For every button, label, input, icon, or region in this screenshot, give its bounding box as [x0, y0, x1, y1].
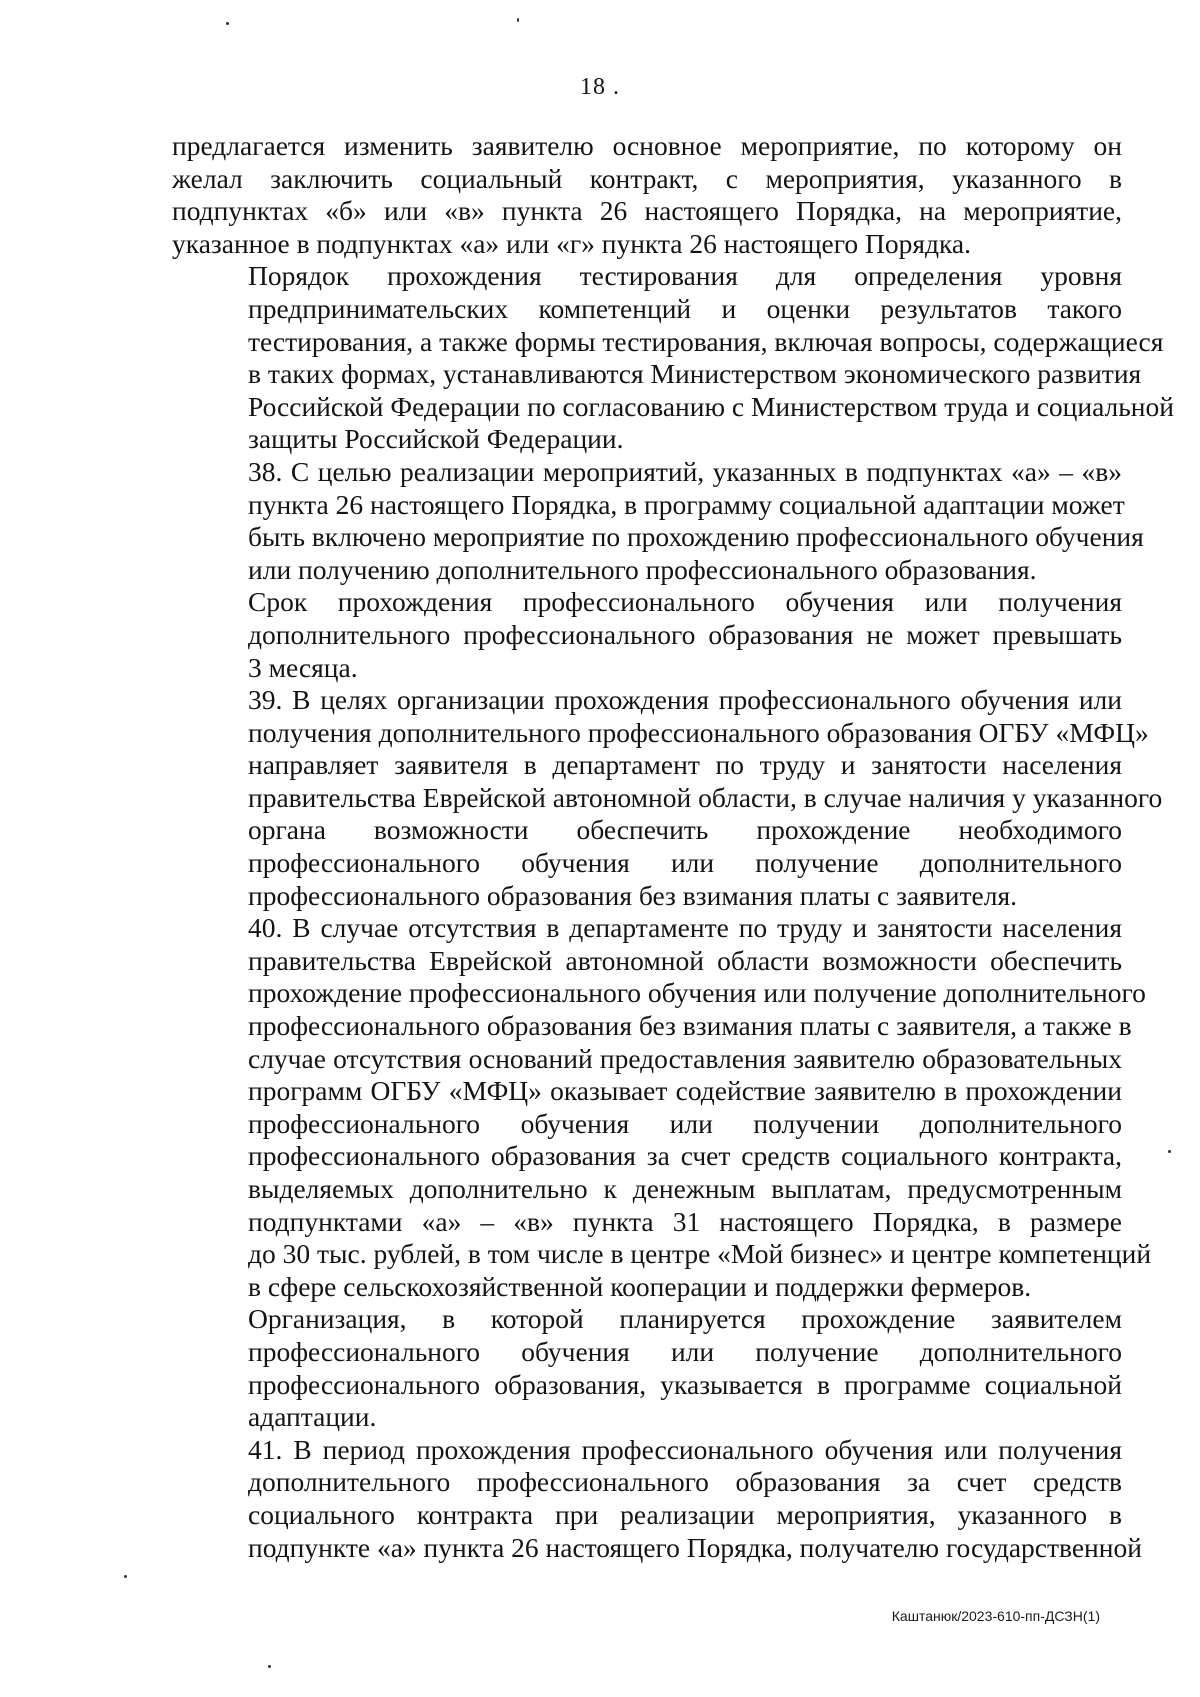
- text-line: Организация, в которой планируется прохождение заявителем: [248, 1303, 1122, 1335]
- document-body: [172, 130, 1174, 1564]
- text-line: предпринимательских компетенций и оценки результатов такого: [248, 292, 1122, 324]
- text-line: профессионального обучения или получение дополнительного: [248, 847, 1122, 879]
- text-line: Российской Федерации по согласованию с Министерством труда и социальной: [248, 390, 1174, 422]
- text-line: профессионального образования, указывается в программе социальной: [248, 1368, 1122, 1400]
- text-line: пункта 26 настоящего Порядка, в программу социальной адаптации может: [248, 488, 1125, 520]
- document-reference-footer: Каштанюк/2023-610-пп-ДСЗН(1): [891, 1608, 1100, 1624]
- text-line: в сфере сельскохозяйственной кооперации и поддержки фермеров.: [248, 1270, 1032, 1302]
- text-line: в таких формах, устанавливаются Министерством экономического развития: [248, 358, 1142, 390]
- scan-speck: [517, 18, 519, 22]
- text-line: правительства Еврейской автономной области, в случае наличия у указанного: [248, 781, 1163, 813]
- text-line: быть включено мероприятие по прохождению профессионального обучения: [248, 521, 1144, 553]
- paragraph: [172, 1303, 1122, 1433]
- text-line: программ ОГБУ «МФЦ» оказывает содействие заявителю в прохождении: [248, 1075, 1122, 1107]
- text-line: или получению дополнительного профессионального образования.: [248, 553, 1037, 585]
- paragraph: [172, 1433, 1142, 1564]
- text-line: подпунктами «а» – «в» пункта 31 настоящего Порядка, в размере: [248, 1205, 1122, 1237]
- paragraph: [172, 260, 1174, 456]
- text-line: желал заключить социальный контракт, с мероприятия, указанного в: [172, 162, 1122, 194]
- text-line: прохождение профессионального обучения или получение дополнительного: [248, 977, 1146, 1009]
- scan-speck: [124, 1575, 127, 1578]
- text-line: 41. В период прохождения профессионального обучения или получения: [248, 1433, 1122, 1465]
- scan-speck: [1168, 1150, 1171, 1153]
- paragraph: [172, 586, 1122, 684]
- text-line: указанное в подпунктах «а» или «г» пункта 26 настоящего Порядка.: [172, 227, 972, 259]
- scan-speck: [226, 22, 229, 25]
- text-line: Порядок прохождения тестирования для определения уровня: [248, 260, 1122, 292]
- text-line: профессионального образования без взимания платы с заявителя, а также в: [248, 1010, 1132, 1042]
- text-line: Срок прохождения профессионального обучения или получения: [248, 586, 1122, 618]
- text-line: подпункте «а» пункта 26 настоящего Порядка, получателю государственной: [248, 1531, 1142, 1563]
- text-line: правительства Еврейской автономной области возможности обеспечить: [248, 944, 1122, 976]
- text-line: 3 месяца.: [248, 651, 358, 683]
- text-line: профессионального образования без взимания платы с заявителя.: [248, 879, 1017, 911]
- text-line: органа возможности обеспечить прохождение необходимого: [248, 814, 1122, 846]
- text-line: выделяемых дополнительно к денежным выплатам, предусмотренным: [248, 1173, 1122, 1204]
- text-line: случае отсутствия оснований предоставления заявителю образовательных: [248, 1042, 1122, 1074]
- text-line: профессионального обучения или получении дополнительного: [248, 1107, 1122, 1139]
- text-line: тестирования, а также формы тестирования, включая вопросы, содержащиеся: [248, 325, 1164, 357]
- text-line: адаптации.: [248, 1401, 377, 1433]
- text-line: до 30 тыс. рублей, в том числе в центре «Мой бизнес» и центре компетенций: [248, 1238, 1152, 1270]
- text-line: профессионального обучения или получение дополнительного: [248, 1335, 1122, 1367]
- text-line: предлагается изменить заявителю основное мероприятие, по которому он: [172, 130, 1122, 161]
- scan-speck: [268, 1665, 271, 1668]
- text-line: профессионального образования за счет средств социального контракта,: [248, 1140, 1122, 1172]
- text-line: дополнительного профессионального образования не может превышать: [248, 618, 1122, 650]
- text-line: направляет заявителя в департамент по труду и занятости населения: [248, 749, 1122, 781]
- paragraph: [172, 912, 1152, 1303]
- text-line: дополнительного профессионального образования за счет средств: [248, 1466, 1122, 1498]
- text-line: подпунктах «б» или «в» пункта 26 настоящего Порядка, на мероприятие,: [172, 195, 1122, 227]
- paragraph: [172, 130, 1122, 260]
- page-number: 18 .: [580, 74, 620, 100]
- paragraph: [172, 455, 1144, 586]
- text-line: защиты Российской Федерации.: [248, 423, 624, 455]
- text-line: 39. В целях организации прохождения профессионального обучения или: [248, 684, 1122, 716]
- text-line: получения дополнительного профессионального образования ОГБУ «МФЦ»: [248, 716, 1149, 748]
- paragraph: [172, 684, 1163, 912]
- text-line: 40. В случае отсутствия в департаменте по труду и занятости населения: [248, 912, 1122, 944]
- text-line: социального контракта при реализации мероприятия, указанного в: [248, 1498, 1122, 1530]
- text-line: 38. С целью реализации мероприятий, указанных в подпунктах «а» – «в»: [248, 455, 1122, 487]
